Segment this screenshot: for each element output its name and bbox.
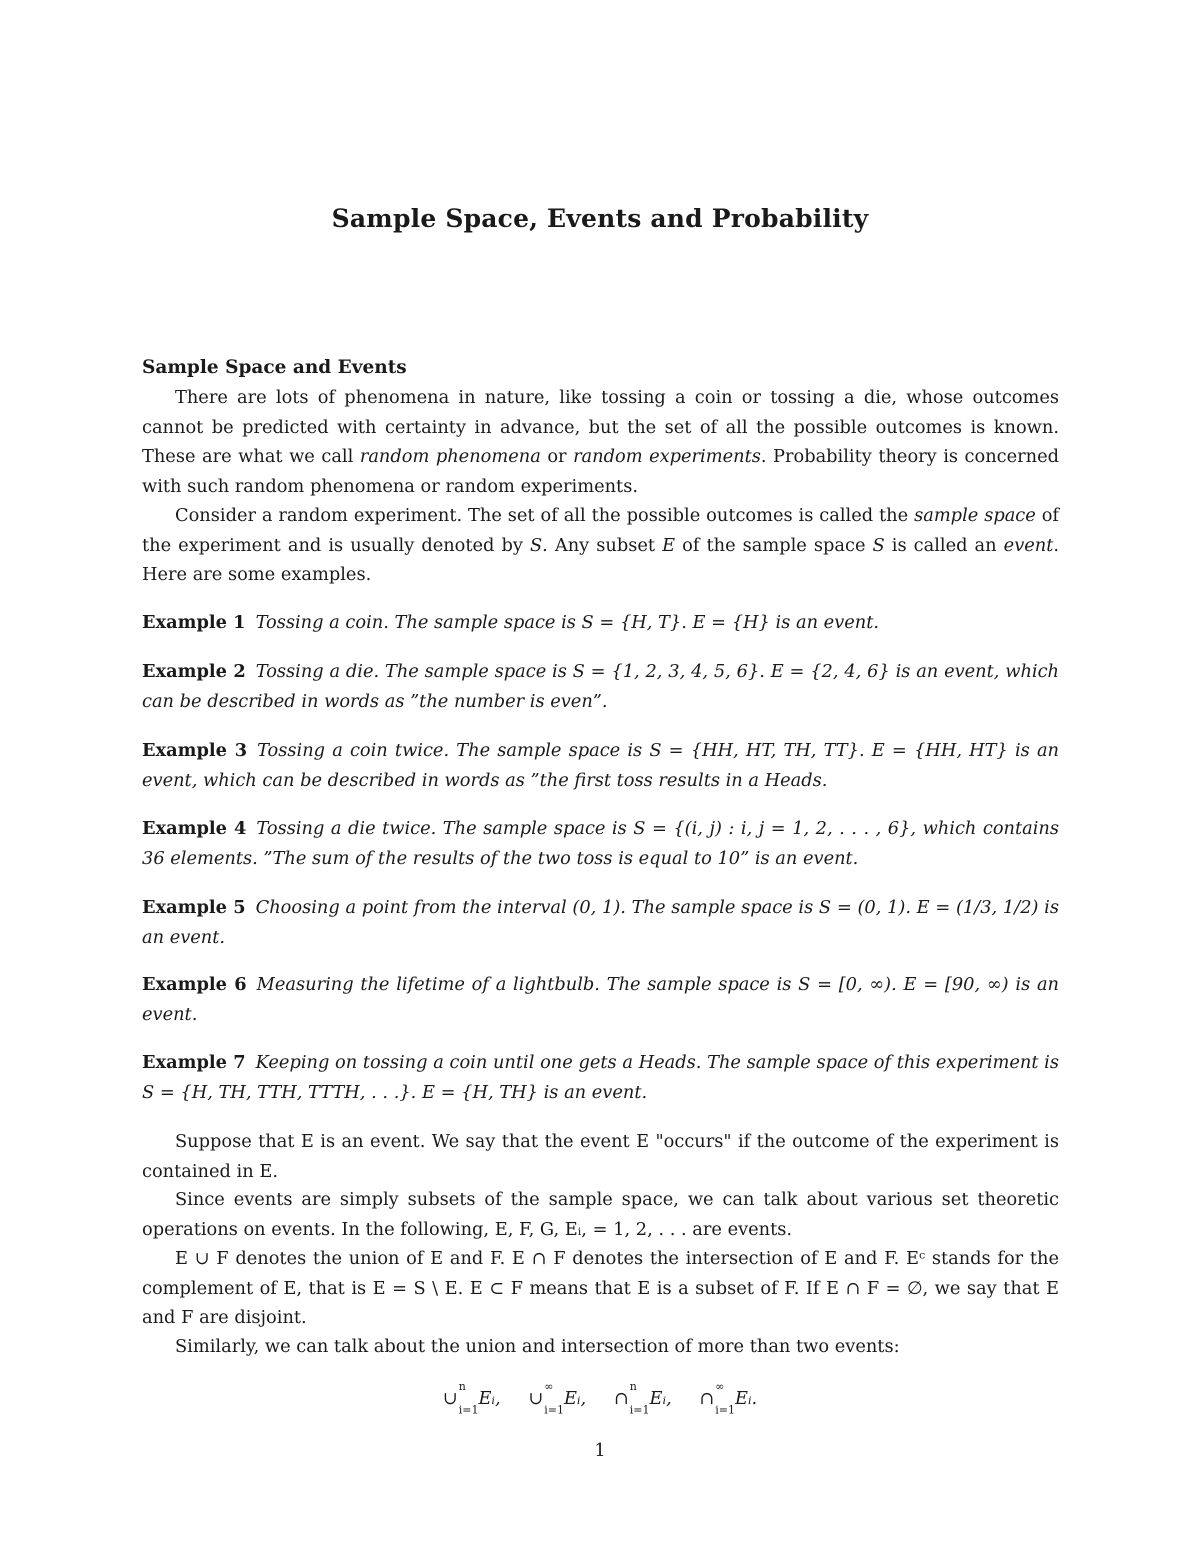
intro-p2-sym-s2: S [872, 534, 885, 556]
example-4 [142, 814, 1059, 873]
example-5 [142, 893, 1059, 952]
page-number: 1 [594, 1440, 606, 1461]
intro-p2-sym-e: E [662, 534, 676, 556]
example-7-label: Example 7 [142, 1052, 246, 1073]
intro-p1-mid: or [540, 446, 574, 467]
paragraph-union [142, 1244, 1059, 1333]
example-4-text: Tossing a die twice. The sample space is S = {(i, j) : i, j = 1, 2, . . . , 6}, which contains 36 elements. ”The sum of the results of the two toss is equal to 10” is an event. [142, 818, 1059, 869]
intro-p2-em2: event [1003, 534, 1054, 556]
intro-p2-mid3: of the sample space [675, 534, 873, 556]
example-5-text: Choosing a point from the interval (0, 1). The sample space is S = (0, 1). E = (1/3, 1/2) is an event. [142, 897, 1059, 948]
example-1 [142, 608, 1059, 638]
intro-p2-after: . Here are some examples. [142, 534, 1060, 585]
intro-p2-em1: sample space [914, 505, 1036, 526]
example-7 [142, 1048, 1059, 1107]
example-3 [142, 736, 1059, 795]
paragraph-set-ops [142, 1185, 1059, 1244]
example-3-label: Example 3 [142, 740, 248, 761]
formula-term-1: ∪$^n$ $_{i=1}$Eᵢ, [442, 1380, 501, 1417]
paragraph-occurs-text: Suppose that E is an event. We say that the event E "occurs" if the outcome of the experiment is contained in E. [142, 1131, 1059, 1182]
example-2-label: Example 2 [142, 661, 246, 682]
formula-term-3: ∩$^n$ $_{i=1}$Eᵢ, [613, 1380, 672, 1417]
example-3-text: Tossing a coin twice. The sample space is S = {HH, HT, TH, TT}. E = {HH, HT} is an event, which can be described in words as ”the first toss results in a Heads. [142, 740, 1060, 791]
paragraph-occurs [142, 1127, 1059, 1186]
formula-term-2: ∪∞ $_{i=1}$Eᵢ, [528, 1380, 587, 1417]
intro-p2-mid: of the experiment and is usually denoted by [142, 505, 1059, 556]
paragraph-similarly-text: Similarly, we can talk about the union and intersection of more than two events: [175, 1336, 900, 1357]
example-1-label: Example 1 [142, 612, 246, 633]
example-6-label: Example 6 [142, 974, 247, 995]
example-2 [142, 657, 1059, 716]
intro-p2-mid4: is called an [884, 534, 1004, 556]
example-2-text: Tossing a die. The sample space is S = {1, 2, 3, 4, 5, 6}. E = {2, 4, 6} is an event, which can be described in words as ”the number is even”. [142, 661, 1060, 712]
intro-paragraph-2 [142, 501, 1059, 590]
example-7-text: Keeping on tossing a coin until one gets a Heads. The sample space of this experiment is S = {H, TH, TTH, TTTH, . . .}. E = {H, TH} is an event. [142, 1052, 1059, 1103]
section-heading: Sample Space and Events [142, 357, 407, 378]
paragraph-similarly [142, 1332, 1059, 1362]
intro-p1-em1: random phenomena [359, 446, 541, 467]
example-4-label: Example 4 [142, 818, 247, 839]
example-6-text: Measuring the lifetime of a lightbulb. The sample space is S = [0, ∞). E = [90, ∞) is an event. [142, 974, 1059, 1025]
intro-p1-before: There are lots of phenomena in nature, like tossing a coin or tossing a die, whose outcomes cannot be predicted with certainty in advance, but the set of all the possible outcomes is known. These are what we call [142, 387, 1059, 467]
intro-paragraph-1 [142, 383, 1059, 501]
display-formula [0, 1381, 1200, 1416]
example-6 [142, 970, 1059, 1029]
formula-term-4: ∩∞ $_{i=1}$Eᵢ. [699, 1380, 758, 1417]
paragraph-union-text: E ∪ F denotes the union of E and F. E ∩ F denotes the intersection of E and F. Eᶜ stands for the complement of E, that is E = S \ E. E ⊂ F means that E is a subset of F. If E ∩ F = ∅, we say that E and F are disjoint. [142, 1248, 1059, 1328]
intro-p2-mid2: . Any subset [542, 534, 663, 556]
paragraph-set-ops-text: Since events are simply subsets of the sample space, we can talk about various set theoretic operations on events. In the following, E, F, G, Eᵢ, = 1, 2, . . . are events. [142, 1189, 1059, 1240]
intro-p1-em2: random experiments [573, 446, 761, 467]
example-5-label: Example 5 [142, 897, 246, 918]
page-title: Sample Space, Events and Probability [331, 204, 869, 233]
intro-p2-sym-s: S [529, 534, 543, 556]
example-1-text: Tossing a coin. The sample space is S = {H, T}. E = {H} is an event. [255, 612, 880, 633]
intro-p2-before: Consider a random experiment. The set of all the possible outcomes is called the [175, 505, 915, 526]
intro-p1-after: . Probability theory is concerned with such random phenomena or random experiments. [142, 446, 1060, 497]
